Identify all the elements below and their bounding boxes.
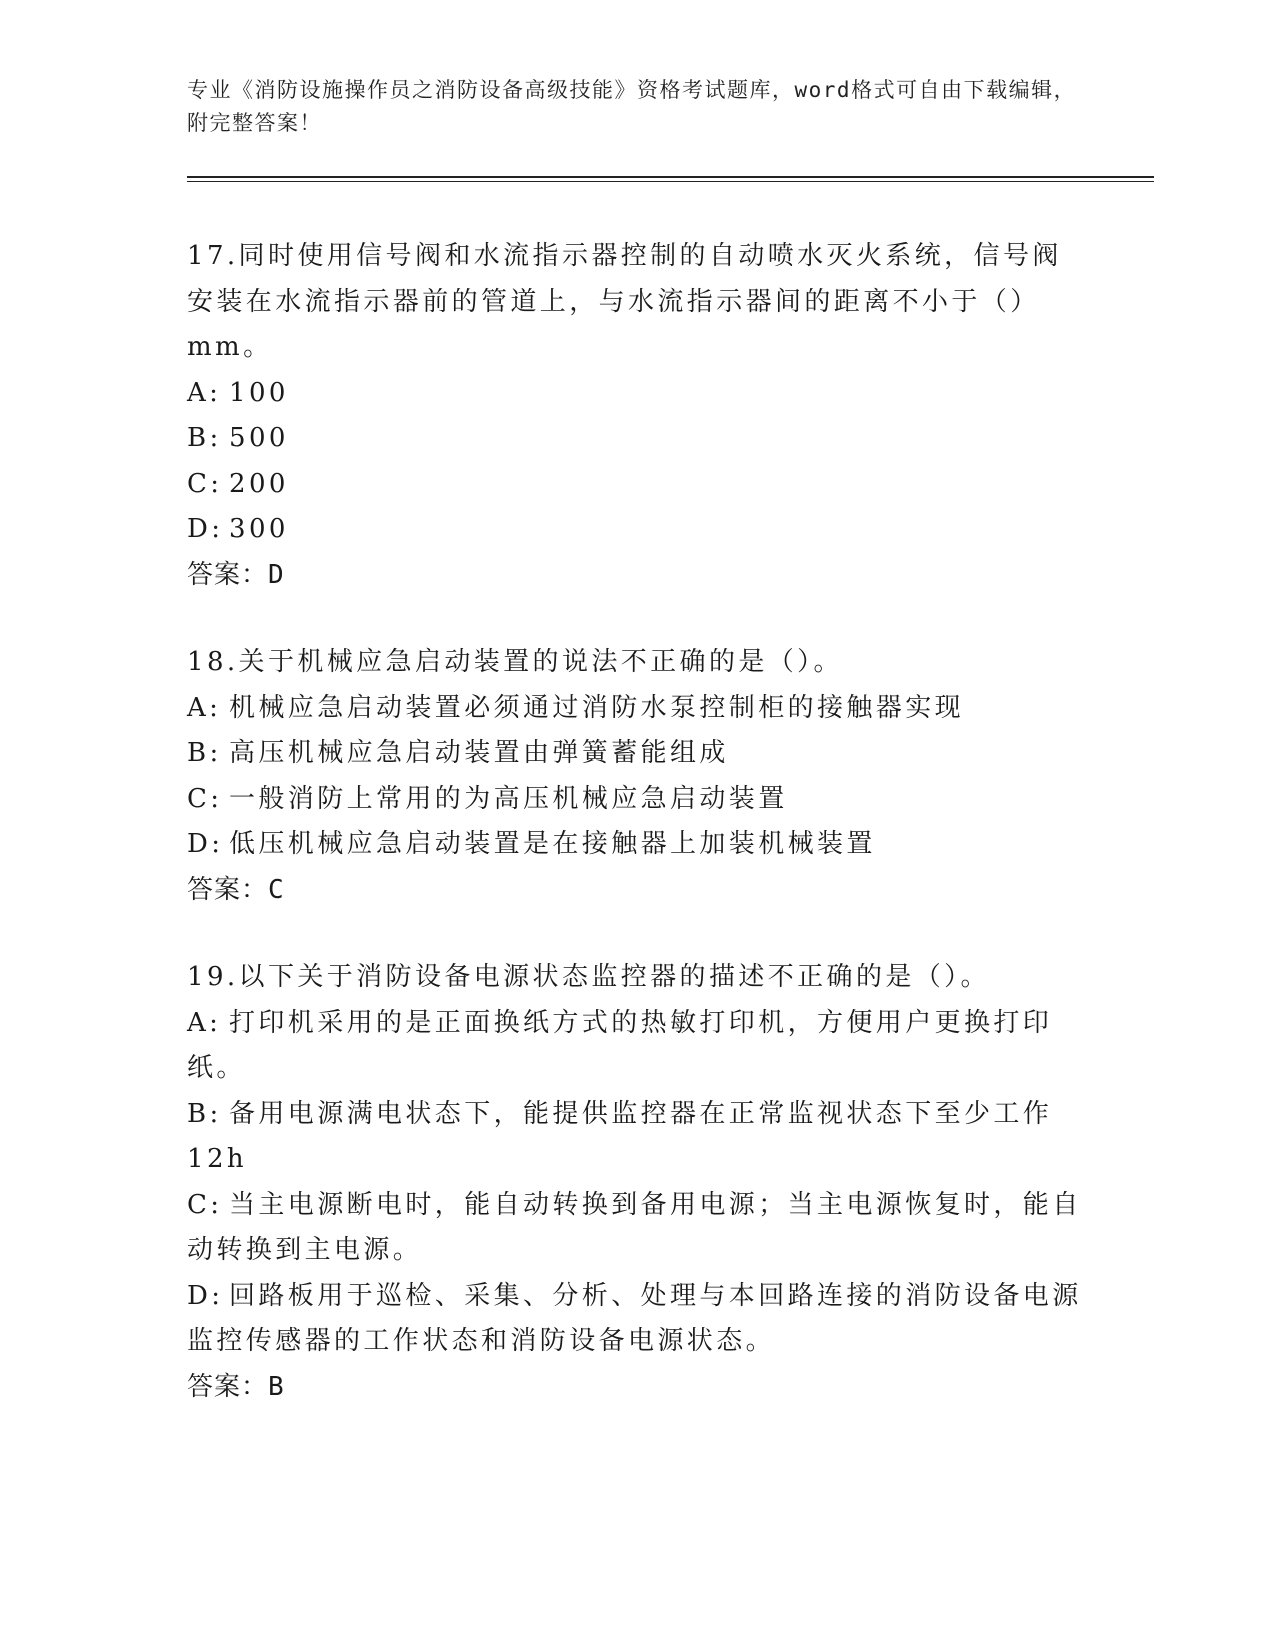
option-label: D: (187, 514, 224, 544)
option-label: A: (187, 692, 222, 723)
answer-line: 答案：C (187, 874, 285, 905)
option-label: A: (187, 1007, 222, 1038)
option-label: C: (187, 783, 223, 814)
option-label: B: (187, 423, 222, 453)
question-17 (187, 234, 1087, 598)
option-text: 低压机械应急启动装置是在接触器上加装机械装置 (229, 829, 876, 859)
option-c (187, 1183, 1087, 1274)
option-text: 打印机采用的是正面换纸方式的热敏打印机，方便用户更换打印纸。 (187, 1007, 1053, 1083)
option-text: 高压机械应急启动装置由弹簧蓄能组成 (229, 738, 729, 768)
option-text: 200 (229, 468, 289, 499)
document-header: 专业《消防设施操作员之消防设备高级技能》资格考试题库，word格式可自由下载编辑，附完整答案！ (187, 78, 1077, 135)
option-b (187, 731, 1087, 777)
option-a (187, 686, 1087, 732)
option-label: A: (187, 377, 222, 408)
option-a (187, 1001, 1087, 1092)
question-18 (187, 640, 1087, 913)
option-text: 100 (229, 377, 289, 408)
question-stem: 19.以下关于消防设备电源状态监控器的描述不正确的是（）。 (187, 962, 990, 992)
header-divider-thin (187, 181, 1154, 182)
option-text: 备用电源满电状态下，能提供监控器在正常监视状态下至少工作12h (187, 1098, 1053, 1174)
question-list (187, 234, 1087, 1452)
option-text: 回路板用于巡检、采集、分析、处理与本回路连接的消防设备电源监控传感器的工作状态和消防设备电源状态。 (187, 1280, 1082, 1356)
option-label: D: (187, 829, 224, 859)
option-text: 300 (229, 514, 289, 544)
header-divider-thick (187, 176, 1154, 178)
option-c (187, 462, 1087, 508)
question-19 (187, 955, 1087, 1410)
answer-line: 答案：B (187, 1371, 285, 1402)
option-label: D: (187, 1280, 224, 1311)
option-b (187, 416, 1087, 462)
option-text: 一般消防上常用的为高压机械应急启动装置 (229, 783, 788, 814)
option-text: 当主电源断电时，能自动转换到备用电源；当主电源恢复时，能自动转换到主电源。 (187, 1189, 1082, 1265)
option-label: B: (187, 738, 222, 768)
option-label: C: (187, 468, 223, 499)
option-d (187, 822, 1087, 868)
option-label: C: (187, 1189, 223, 1220)
option-d (187, 507, 1087, 553)
option-d (187, 1274, 1087, 1365)
option-label: B: (187, 1098, 222, 1129)
option-b (187, 1092, 1087, 1183)
option-a (187, 371, 1087, 417)
answer-line: 答案：D (187, 559, 285, 590)
option-text: 500 (229, 423, 289, 453)
question-stem: 17.同时使用信号阀和水流指示器控制的自动喷水灭火系统，信号阀安装在水流指示器前的管道上，与水流指示器间的距离不小于（）mm。 (187, 241, 1062, 362)
option-text: 机械应急启动装置必须通过消防水泵控制柜的接触器实现 (229, 692, 965, 723)
question-stem: 18.关于机械应急启动装置的说法不正确的是（）。 (187, 647, 843, 677)
option-c (187, 777, 1087, 823)
